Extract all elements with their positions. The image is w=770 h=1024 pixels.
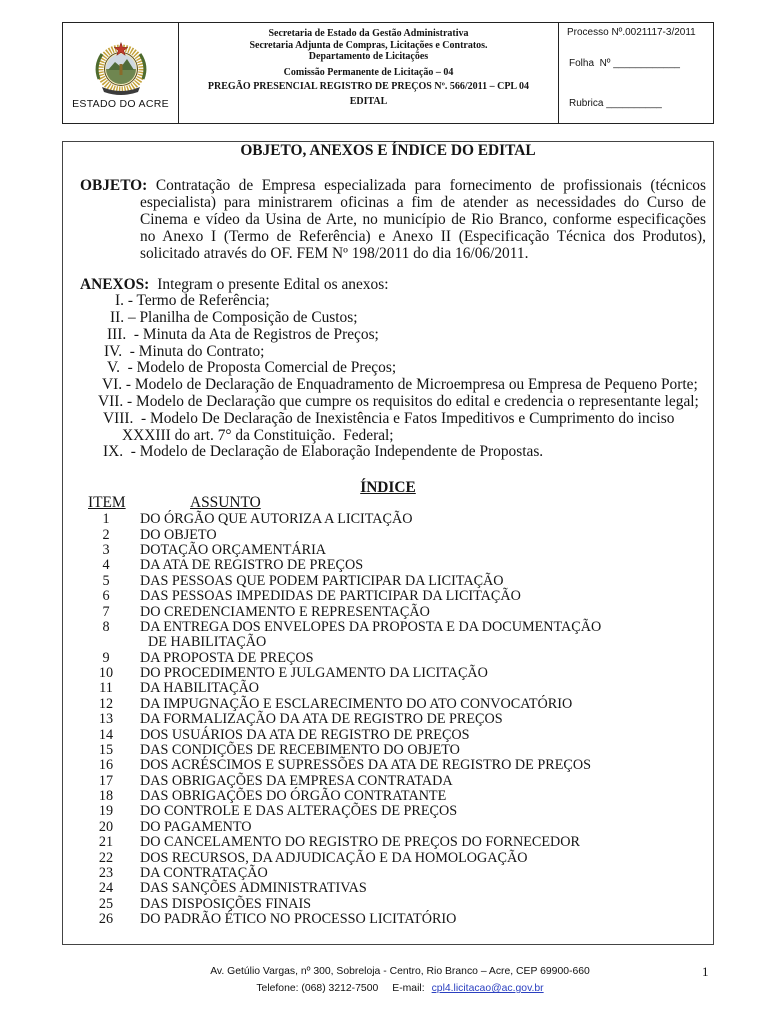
index-item-number: 17	[98, 772, 114, 789]
index-item-number: 7	[102, 603, 110, 620]
org-comissao: Comissão Permanente de Licitação – 04	[283, 66, 454, 78]
index-item-subject: DO PROCEDIMENTO E JULGAMENTO DA LICITAÇÃO	[140, 665, 488, 682]
objeto-line: Cinema e vídeo da Usina de Arte, no município de Rio Branco, conforme especificações	[140, 210, 706, 228]
index-item-number: 14	[98, 726, 114, 743]
index-row	[63, 835, 713, 850]
footer-email-link[interactable]: cpl4.licitacao@ac.gov.br	[431, 983, 544, 994]
index-row	[63, 558, 713, 573]
page-title: OBJETO, ANEXOS E ÍNDICE DO EDITAL	[240, 142, 536, 159]
indice-title: ÍNDICE	[360, 478, 416, 496]
index-item-number: 21	[98, 834, 114, 851]
rubrica-field: Rubrica __________	[569, 98, 662, 109]
index-row	[63, 605, 713, 620]
anexo-item: II. – Planilha de Composição de Custos;	[110, 309, 358, 327]
index-item-number: 19	[98, 803, 114, 820]
index-item-subject: DAS DISPOSIÇÕES FINAIS	[140, 895, 312, 912]
index-row	[63, 758, 713, 773]
objeto-text: Contratação de Empresa especializada para fornecimento de profissionais (técnicos	[155, 176, 706, 194]
index-row	[63, 620, 713, 635]
index-item-number: 24	[98, 880, 114, 897]
index-item-subject: DO PAGAMENTO	[140, 818, 252, 835]
index-item-number: 5	[102, 572, 110, 589]
index-row	[63, 528, 713, 543]
index-item-subject-continuation: DE HABILITAÇÃO	[148, 634, 267, 651]
index-item-subject: DAS CONDIÇÕES DE RECEBIMENTO DO OBJETO	[140, 741, 460, 758]
index-item-number: 23	[98, 864, 114, 881]
index-item-number: 8	[102, 618, 110, 635]
column-header-item: ITEM	[88, 494, 126, 511]
column-header-assunto: ASSUNTO	[190, 494, 261, 511]
footer-phone: Telefone: (068) 3212-7500	[256, 983, 379, 994]
index-row	[63, 589, 713, 604]
index-item-subject: DA ATA DE REGISTRO DE PREÇOS	[140, 557, 364, 574]
footer-email-label: E-mail:	[392, 983, 425, 994]
anexo-item: III. - Minuta da Ata de Registros de Preços;	[107, 325, 379, 343]
index-row	[63, 866, 713, 881]
index-item-subject: DAS PESSOAS IMPEDIDAS DE PARTICIPAR DA LICITAÇÃO	[140, 588, 521, 605]
index-item-subject: DA PROPOSTA DE PREÇOS	[140, 649, 314, 666]
page-number: 1	[702, 964, 709, 979]
index-item-number: 20	[98, 818, 114, 835]
index-row	[63, 681, 713, 696]
index-row	[63, 574, 713, 589]
index-item-number: 6	[102, 588, 110, 605]
index-item-subject: DO CREDENCIAMENTO E REPRESENTAÇÃO	[140, 603, 430, 620]
index-item-subject: DOS RECURSOS, DA ADJUDICAÇÃO E DA HOMOLOGAÇÃO	[140, 849, 528, 866]
coat-of-arms-icon	[90, 41, 152, 97]
index-item-subject: DO ÓRGÃO QUE AUTORIZA A LICITAÇÃO	[140, 511, 413, 528]
index-item-subject: DA CONTRATAÇÃO	[140, 864, 268, 881]
index-row	[63, 712, 713, 727]
index-row	[63, 804, 713, 819]
index-item-number: 11	[99, 680, 113, 697]
index-item-subject: DA HABILITAÇÃO	[140, 680, 260, 697]
index-row	[63, 743, 713, 758]
index-item-subject: DAS OBRIGAÇÕES DO ÓRGÃO CONTRATANTE	[140, 788, 447, 805]
index-item-number: 10	[98, 665, 114, 682]
index-item-number: 9	[102, 649, 110, 666]
index-item-number: 4	[102, 557, 110, 574]
index-row	[63, 512, 713, 527]
index-item-number: 16	[98, 757, 114, 774]
index-row	[63, 897, 713, 912]
objeto-line: especialista) para ministrarem oficinas a fim de atender as necessidades do Curso de	[140, 193, 706, 211]
footer-address: Av. Getúlio Vargas, nº 300, Sobreloja - Centro, Rio Branco – Acre, CEP 69900-660	[210, 966, 590, 977]
folha-field: Folha Nº ____________	[569, 58, 680, 69]
index-item-subject: DO CONTROLE E DAS ALTERAÇÕES DE PREÇOS	[140, 803, 458, 820]
anexo-item: V. - Modelo de Proposta Comercial de Preços;	[107, 359, 397, 377]
anexo-item-continuation: XXXIII do art. 7° da Constituição. Federal;	[122, 426, 394, 444]
index-row	[63, 912, 713, 927]
index-item-number: 25	[98, 895, 114, 912]
index-item-subject: DOTAÇÃO ORÇAMENTÁRIA	[140, 542, 327, 559]
index-item-number: 3	[102, 542, 110, 559]
index-item-number: 18	[98, 788, 114, 805]
objeto-line: solicitado através do OF. FEM Nº 198/2011 do dia 16/06/2011.	[140, 244, 529, 262]
anexo-item: IX. - Modelo de Declaração de Elaboração Independente de Propostas.	[103, 443, 544, 461]
index-item-subject: DA FORMALIZAÇÃO DA ATA DE REGISTRO DE PREÇOS	[140, 711, 503, 728]
anexos-label: ANEXOS:	[80, 275, 150, 293]
index-row	[63, 728, 713, 743]
index-item-number: 15	[98, 741, 114, 758]
footer-contact	[30, 983, 770, 995]
indice-list	[63, 512, 713, 927]
content-box	[62, 141, 714, 945]
header-table	[62, 22, 714, 124]
index-item-subject: DAS OBRIGAÇÕES DA EMPRESA CONTRATADA	[140, 772, 453, 789]
index-item-number: 1	[102, 511, 110, 528]
org-departamento: Departamento de Licitações	[308, 50, 429, 62]
index-row	[63, 851, 713, 866]
index-row	[63, 651, 713, 666]
logo-caption: ESTADO DO ACRE	[72, 98, 169, 110]
anexo-item: I. - Termo de Referência;	[115, 292, 270, 310]
header-divider	[558, 23, 559, 123]
index-item-subject: DA IMPUGNAÇÃO E ESCLARECIMENTO DO ATO CONVOCATÓRIO	[140, 695, 573, 712]
anexos-intro: Integram o presente Edital os anexos:	[157, 275, 389, 293]
index-row	[63, 774, 713, 789]
index-row	[63, 666, 713, 681]
index-item-number: 13	[98, 711, 114, 728]
anexo-item: VIII. - Modelo De Declaração de Inexistência e Fatos Impeditivos e Cumprimento do inciso	[103, 409, 675, 427]
index-row	[63, 697, 713, 712]
processo-number: Processo Nº.0021117-3/2011	[567, 27, 696, 38]
index-item-subject: DAS SANÇÕES ADMINISTRATIVAS	[140, 880, 367, 897]
index-item-subject: DA ENTREGA DOS ENVELOPES DA PROPOSTA E DA DOCUMENTAÇÃO	[140, 618, 602, 635]
index-item-subject: DOS USUÁRIOS DA ATA DE REGISTRO DE PREÇOS	[140, 726, 470, 743]
index-item-subject: DO CANCELAMENTO DO REGISTRO DE PREÇOS DO FORNECEDOR	[140, 834, 580, 851]
index-item-number: 26	[98, 911, 114, 928]
org-secretaria-adjunta: Secretaria Adjunta de Compras, Licitações e Contratos.	[249, 39, 488, 51]
anexos-heading	[80, 277, 706, 294]
anexo-item: IV. - Minuta do Contrato;	[104, 342, 265, 360]
anexos-section	[80, 277, 706, 462]
index-item-subject: DO OBJETO	[140, 526, 217, 543]
index-item-subject: DAS PESSOAS QUE PODEM PARTICIPAR DA LICITAÇÃO	[140, 572, 504, 589]
objeto-line: no Anexo I (Termo de Referência) e Anexo II (Especificação Técnica dos Produtos),	[140, 227, 706, 245]
indice-heading	[63, 479, 713, 496]
org-secretaria: Secretaria de Estado da Gestão Administrativa	[268, 27, 469, 39]
index-item-number: 2	[102, 526, 110, 543]
index-row	[63, 543, 713, 558]
index-row-continuation	[63, 635, 713, 650]
index-item-number: 22	[98, 849, 114, 866]
anexo-item: VI. - Modelo de Declaração de Enquadramento de Microempresa ou Empresa de Pequeno Porte;	[102, 376, 698, 394]
index-row	[63, 820, 713, 835]
index-row	[63, 881, 713, 896]
index-item-subject: DOS ACRÉSCIMOS E SUPRESSÕES DA ATA DE REGISTRO DE PREÇOS	[140, 757, 591, 774]
index-item-number: 12	[98, 695, 114, 712]
pregao-title: PREGÃO PRESENCIAL REGISTRO DE PREÇOS Nº. 566/2011 – CPL 04	[207, 80, 530, 92]
anexo-item: VII. - Modelo de Declaração que cumpre os requisitos do edital e credencia o representante legal;	[98, 393, 699, 411]
objeto-paragraph	[80, 177, 706, 262]
edital-label: EDITAL	[349, 95, 388, 107]
index-item-subject: DO PADRÃO ÉTICO NO PROCESSO LICITATÓRIO	[140, 911, 457, 928]
objeto-line	[80, 177, 706, 194]
objeto-label: OBJETO:	[80, 176, 148, 194]
